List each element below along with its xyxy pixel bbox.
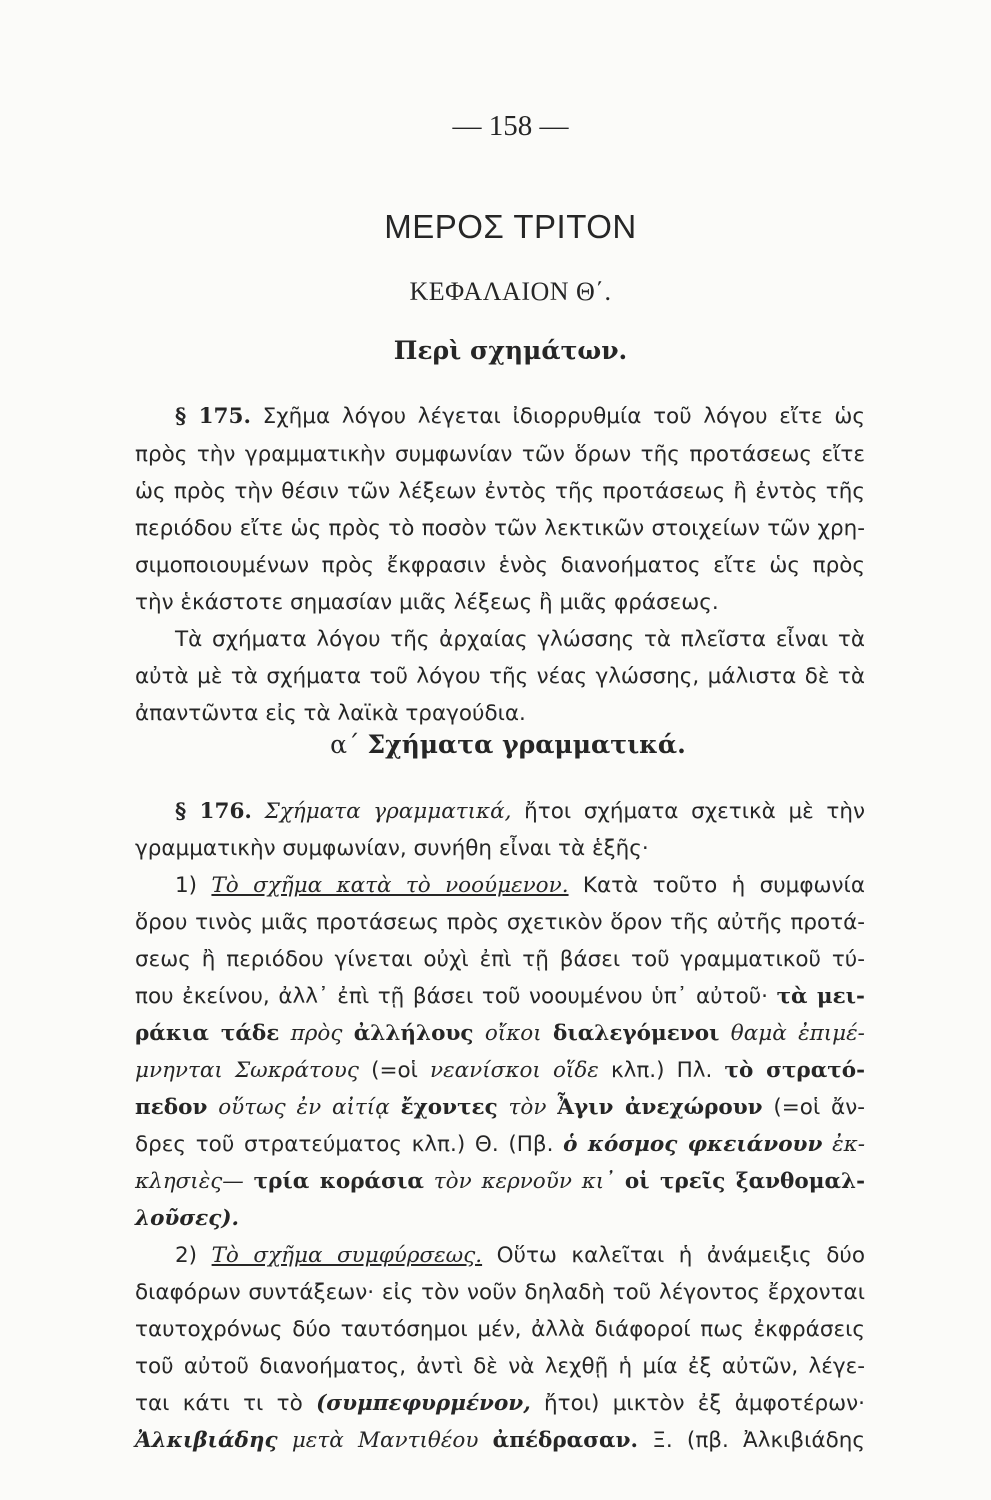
s176-line-2: γραμματικὴν συμφωνίαν, συνήθη εἶναι τὰ ἑξῆς· — [135, 836, 649, 861]
s175-line-6: τὴν ἑκάστοτε σημασίαν μιᾶς λέξεως ἢ μιᾶς φράσεως. — [135, 590, 719, 615]
s176-line-8: μνηνται Σωκράτους (=οἱ νεανίσκοι οἵδε κλπ.) Πλ. τὸ στρατό- — [135, 1058, 865, 1083]
s176-line-6: που ἐκείνου, ἀλλ᾽ ἐπὶ τῇ βάσει τοῦ νοουμένου ὑπ᾽ αὐτοῦ· τὰ μει- — [135, 984, 865, 1009]
s175-line-8: αὐτὰ μὲ τὰ σχήματα τοῦ λόγου τῆς νέας γλώσσης, μάλιστα δὲ τὰ — [135, 664, 865, 689]
page-number: — 158 — — [452, 110, 569, 142]
s176-line-4: ὅρου τινὸς μιᾶς προτάσεως πρὸς σχετικὸν ὅρον τῆς αὐτῆς προτά- — [135, 910, 865, 935]
subheading-text: Σχήματα γραμματικά. — [367, 730, 686, 759]
s176-line-14: διαφόρων συντάξεων· εἰς τὸν νοῦν δηλαδὴ τοῦ λέγοντος ἔρχονται — [135, 1280, 865, 1305]
s176-item-2: 2) Τὸ σχῆμα συμφύρσεως. Οὕτω καλεῖται ἡ ἀνάμειξις δύο — [175, 1243, 865, 1268]
s176-line-16: τοῦ αὐτοῦ διανοήματος, ἀντὶ δὲ νὰ λεχθῇ ἡ μία ἐξ αὐτῶν, λέγε- — [135, 1354, 865, 1379]
item-1-title: Τὸ σχῆμα κατὰ τὸ νοούμενον. — [211, 873, 569, 898]
s175-number: § 175. — [175, 404, 251, 429]
s175-line-5: σιμοποιουμένων πρὸς ἔκφρασιν ἑνὸς διανοήματος εἴτε ὡς πρὸς — [135, 553, 865, 578]
subheading-number: α΄ — [330, 730, 360, 759]
s176-line-5: σεως ἢ περιόδου γίνεται οὐχὶ ἐπὶ τῇ βάσει τοῦ γραμματικοῦ τύ- — [135, 947, 865, 972]
section-subheading — [0, 730, 991, 759]
s175-line-7: Τὰ σχήματα λόγου τῆς ἀρχαίας γλώσσης τὰ πλεῖστα εἶναι τὰ — [175, 627, 865, 652]
s175-line-1: § 175. Σχῆμα λόγου λέγεται ἰδιορρυθμία τοῦ λόγου εἴτε ὡς — [175, 404, 866, 429]
part-title: ΜΕΡΟΣ ΤΡΙΤΟΝ — [384, 208, 637, 245]
s175-line-4: περιόδου εἴτε ὡς πρὸς τὸ ποσὸν τῶν λεκτικῶν στοιχείων τῶν χρη- — [135, 516, 865, 541]
chapter-title: Περὶ σχημάτων. — [393, 336, 628, 365]
item-2-title: Τὸ σχῆμα συμφύρσεως. — [211, 1243, 483, 1268]
s176-line-12: λοῦσες). — [135, 1206, 240, 1231]
s176-line-11: κλησιὲς— τρία κοράσια τὸν κερνοῦν κι᾽ οἱ τρεῖς ξανθομαλ- — [135, 1169, 865, 1194]
s176-line-15: ταυτοχρόνως δύο ταυτόσημοι μέν, ἀλλὰ διάφοροί πως ἐκφράσεις — [135, 1317, 865, 1342]
s175-line-2: πρὸς τὴν γραμματικὴν συμφωνίαν τῶν ὅρων τῆς προτάσεως εἴτε — [135, 442, 865, 467]
chapter-label: ΚΕΦΑΛΑΙΟΝ Θ΄. — [409, 277, 612, 306]
s176-line-9: πεδον οὕτως ἐν αἰτίᾳ ἔχοντες τὸν Ἆγιν ἀνεχώρουν (=οἱ ἄν- — [135, 1095, 865, 1120]
s176-line-10: δρες τοῦ στρατεύματος κλπ.) Θ. (Πβ. ὁ κόσμος φκειάνουν ἐκ- — [135, 1132, 865, 1157]
s175-line-3: ὡς πρὸς τὴν θέσιν τῶν λέξεων ἐντὸς τῆς προτάσεως ἢ ἐντὸς τῆς — [135, 479, 865, 504]
s175-line-9: ἀπαντῶντα εἰς τὰ λαϊκὰ τραγούδια. — [135, 701, 526, 726]
s176-line-7: ράκια τάδε πρὸς ἀλλήλους οἴκοι διαλεγόμενοι θαμὰ ἐπιμέ- — [135, 1021, 865, 1046]
s176-item-1: 1) Τὸ σχῆμα κατὰ τὸ νοούμενον. Κατὰ τοῦτο ἡ συμφωνία — [175, 873, 866, 898]
s176-number: § 176. — [175, 799, 252, 824]
s176-line-1: § 176. Σχήματα γραμματικά, ἤτοι σχήματα σχετικὰ μὲ τὴν — [175, 799, 866, 824]
s176-line-17: ται κάτι τι τὸ (συμπεφυρμένον, ἤτοι) μικτὸν ἐξ ἀμφοτέρων· — [135, 1391, 865, 1416]
s176-line-18: Ἀλκιβιάδης μετὰ Μαντιθέου ἀπέδρασαν. Ξ. (πβ. Ἀλκιβιάδης — [135, 1428, 865, 1453]
